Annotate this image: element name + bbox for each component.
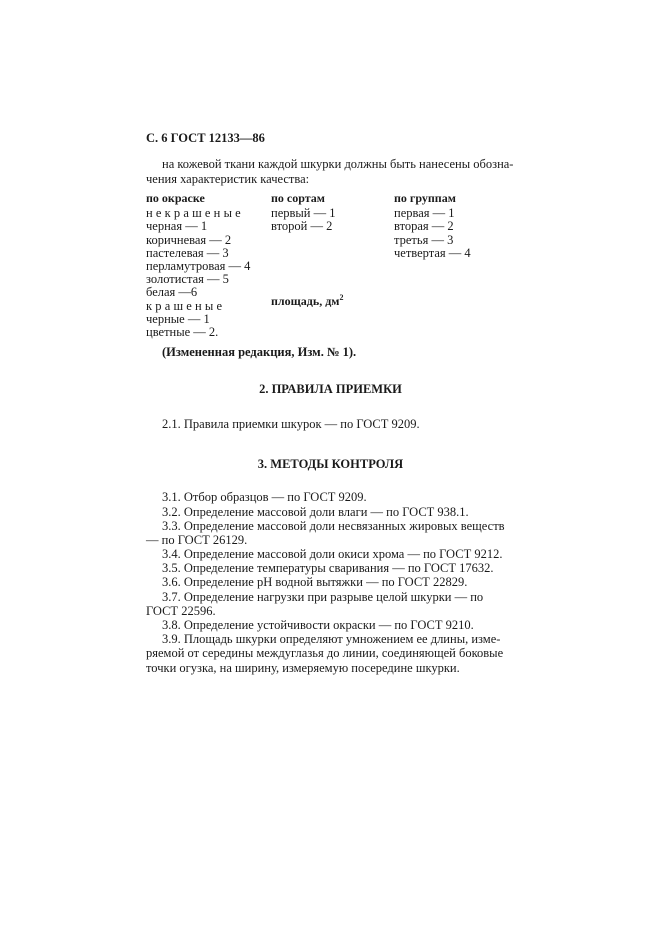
grade-column bbox=[271, 192, 335, 234]
color-column-heading: по окраске bbox=[146, 191, 205, 205]
item-3-6: 3.6. Определение рН водной вытяжки — по ГОСТ 22829. bbox=[162, 575, 468, 589]
list-item: перламутровая — 4 bbox=[146, 259, 251, 274]
item-3-8: 3.8. Определение устойчивости окраски — по ГОСТ 9210. bbox=[162, 618, 474, 632]
undyed-label: некрашеные bbox=[146, 206, 244, 221]
intro-line-1: на кожевой ткани каждой шкурки должны быть нанесены обозна- bbox=[162, 157, 514, 171]
item-3-4: 3.4. Определение массовой доли окиси хрома — по ГОСТ 9212. bbox=[162, 547, 503, 561]
list-item: черные — 1 bbox=[146, 311, 210, 326]
item-3-5: 3.5. Определение температуры сваривания — по ГОСТ 17632. bbox=[162, 561, 494, 575]
dyed-label: крашеные bbox=[146, 298, 226, 313]
group-column-heading: по группам bbox=[394, 191, 456, 205]
item-3-9-line-3: точки огузка, на ширину, измеряемую посередине шкурки. bbox=[146, 661, 460, 675]
item-3-1: 3.1. Отбор образцов — по ГОСТ 9209. bbox=[162, 490, 367, 504]
item-3-9-line-2: ряемой от середины междуглазья до линии, соединяющей боковые bbox=[146, 646, 504, 660]
amended-note: (Измененная редакция, Изм. № 1). bbox=[162, 345, 357, 359]
item-3-7-line-2: ГОСТ 22596. bbox=[146, 604, 216, 618]
item-3-9-line-1: 3.9. Площадь шкурки определяют умножением ее длины, изме- bbox=[162, 632, 501, 646]
list-item: белая —6 bbox=[146, 285, 198, 300]
list-item: третья — 3 bbox=[394, 232, 454, 247]
item-3-3-line-2: — по ГОСТ 26129. bbox=[146, 533, 248, 547]
list-item: золотистая — 5 bbox=[146, 272, 229, 287]
item-3-2: 3.2. Определение массовой доли влаги — по ГОСТ 938.1. bbox=[162, 505, 469, 519]
page-header: С. 6 ГОСТ 12133—86 bbox=[146, 131, 265, 145]
list-item: черная — 1 bbox=[146, 219, 208, 234]
list-item: первый — 1 bbox=[271, 206, 336, 221]
list-item: первая — 1 bbox=[394, 206, 455, 221]
list-item: четвертая — 4 bbox=[394, 245, 471, 260]
item-3-3-line-1: 3.3. Определение массовой доли несвязанных жировых веществ bbox=[162, 519, 505, 533]
item-2-1: 2.1. Правила приемки шкурок — по ГОСТ 9209. bbox=[162, 417, 420, 431]
area-label bbox=[271, 294, 343, 309]
item-3-7-line-1: 3.7. Определение нагрузки при разрыве целой шкурки — по bbox=[162, 590, 484, 604]
list-item: пастелевая — 3 bbox=[146, 245, 229, 260]
grade-column-heading: по сортам bbox=[271, 191, 325, 205]
group-column bbox=[394, 192, 471, 260]
area-label-text: площадь, дм bbox=[271, 294, 340, 308]
color-column bbox=[146, 192, 250, 339]
area-label-superscript: 2 bbox=[339, 293, 344, 302]
section-3-title: 3. МЕТОДЫ КОНТРОЛЯ bbox=[257, 457, 404, 471]
intro-line-2: чения характеристик качества: bbox=[146, 172, 310, 186]
list-item: цветные — 2. bbox=[146, 325, 219, 340]
list-item: коричневая — 2 bbox=[146, 232, 232, 247]
section-2-title: 2. ПРАВИЛА ПРИЕМКИ bbox=[259, 382, 402, 396]
list-item: второй — 2 bbox=[271, 219, 333, 234]
list-item: вторая — 2 bbox=[394, 219, 454, 234]
